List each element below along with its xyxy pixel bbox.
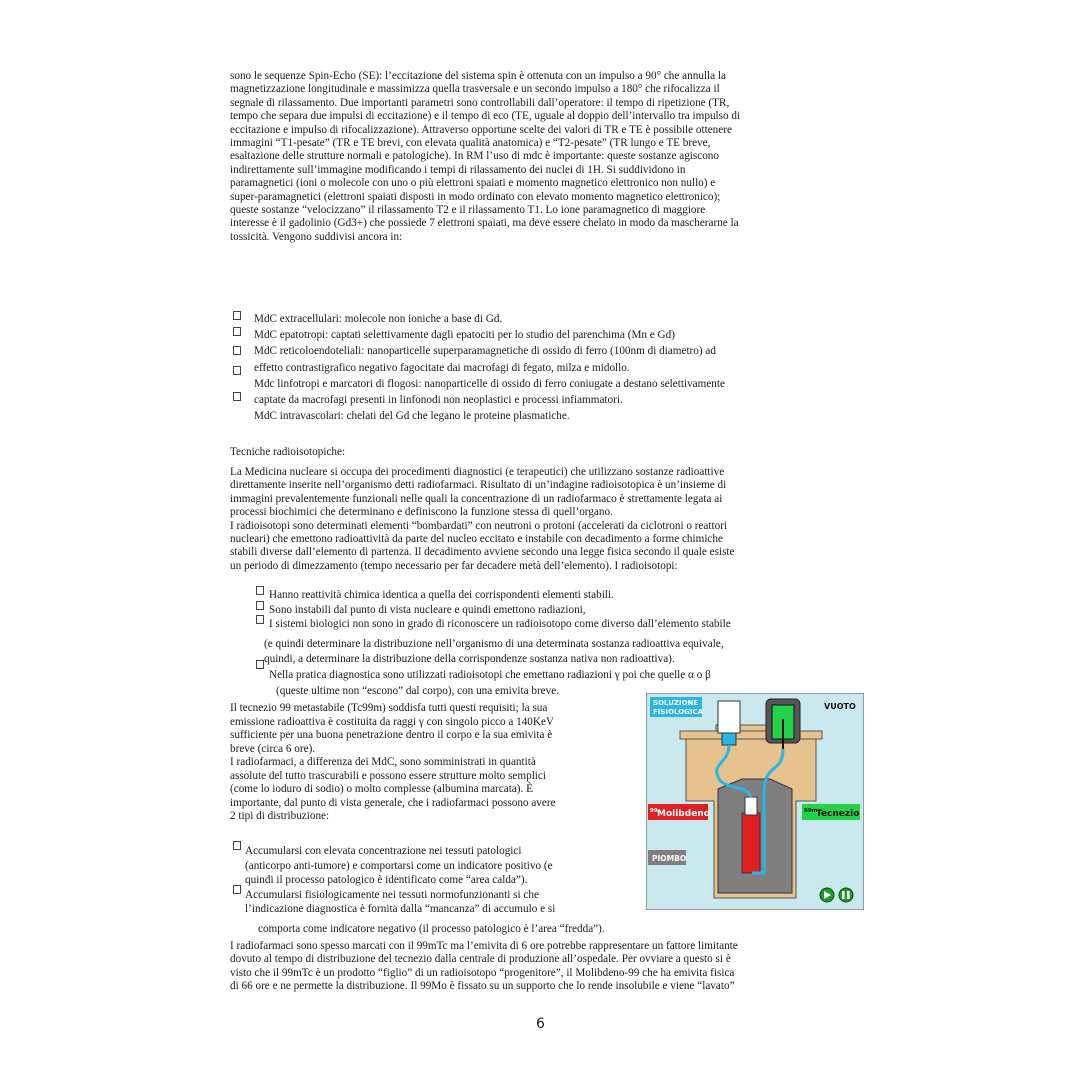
text-line: esaltazione delle strutture normali e patologiche). In RM l’uso di mdc è importante: queste sostanze agiscono (230, 150, 719, 163)
bullet-box-icon (233, 392, 241, 401)
text-line: tossicità. Vengono suddivisi ancora in: (230, 230, 403, 243)
bullet-box-icon (233, 346, 241, 355)
text-line: assolute del tutto trascurabili e possono essere strutture molto semplici (230, 769, 546, 782)
bullet-box-icon (233, 885, 241, 894)
text-line: stabili diverse dall’elemento di partenza. Il decadimento avviene secondo una legge fisica secondo il quale esiste (230, 546, 735, 559)
label-piombo: PIOMBO (652, 854, 687, 863)
list-item: effetto contrastigrafico negativo fagocitate dai macrofagi di fegato, milza e midollo. (254, 361, 630, 374)
bullet-box-icon (233, 311, 241, 320)
text-line: (come lo ioduro di sodio) o molto complesse (albumina marcata). È (230, 783, 533, 795)
text-line: l’indicazione diagnostica è fornita dalla “mancanza” di accumulo e si (245, 903, 556, 916)
text-line: processi biochimici che determinano e definiscono la funzione stessa di quell’organo. (230, 506, 613, 519)
text-line: visto che il 99mTc è un prodotto “figlio” di un radioisotopo “progenitore”, il Molibdeno-99 che ha emivita fisica (230, 966, 735, 979)
pause-bar-icon (847, 891, 850, 899)
page-number: 6 (536, 1016, 545, 1032)
text-line: magnetizzazione longitudinale e massimizza quella trasversale e un secondo impulso a 180° che rifocalizza il (230, 83, 720, 96)
intro-paragraph (230, 70, 864, 244)
list-item: Sono instabili dal punto di vista nucleare e quindi emettono radiazioni, (269, 603, 586, 616)
text-line: eccitazione e impulso di rifocalizzazione). Attraverso opportune scelte dei valori di TR e TE è possibile ottenere (230, 123, 732, 136)
list-item: Accumularsi con elevata concentrazione nei tessuti patologici (245, 845, 522, 857)
list-item: MdC epatotropi: captati selettivamente dagli epatociti per lo studio del parenchima (Mn e Gd) (254, 329, 675, 342)
label-soluzione-1: SOLUZIONE (653, 699, 699, 707)
text-line: Il tecnezio 99 metastabile (Tc99m) soddisfa tutti questi requisiti; la sua (230, 702, 548, 714)
bullet-box-icon (256, 586, 264, 595)
isotope-list-item (269, 668, 869, 683)
bullet-box-icon (256, 660, 264, 669)
text-line: nucleari) che emettono radioattività da parte del nucleo eccitato e instabile con decadimento a forme chimiche (230, 533, 723, 546)
tecnezio-paragraph (230, 702, 640, 824)
bullet-box-icon (256, 601, 264, 610)
text-line: I radiofarmaci, a differenza dei MdC, sono somministrati in quantità (230, 756, 536, 768)
list-item: MdC intravascolari: chelati del Gd che legano le proteine plasmatiche. (254, 410, 570, 423)
label-mo-superscript: 99 (650, 808, 658, 814)
list-item: Hanno reattività chimica identica a quella dei corrispondenti elementi stabili. (269, 589, 614, 601)
mdc-list (254, 311, 874, 424)
text-line: dovuto al tempo di distribuzione del tecnezio dalla centrale di produzione all’ospedale. Per ovviare a questo si è (230, 953, 731, 966)
text-line: (queste ultime non “escono” dal corpo), con una emivita breve. (276, 685, 560, 697)
list-item: captate da macrofagi presenti in linfonodi non neoplastici e processi infiammatori. (254, 394, 623, 407)
technetium-generator-diagram (646, 693, 864, 910)
text-line: (e quindi determinare la distribuzione nell’organismo di una determinata sostanza radioattiva equivale, (264, 638, 724, 650)
bullet-box-icon (233, 841, 241, 850)
list-item: MdC reticoloendoteliali: nanoparticelle superparamagnetiche di ossido di ferro (100nm di diametro) ad (254, 345, 716, 358)
bullet-box-icon (256, 615, 264, 624)
text-line: paramagnetici (ioni o molecole con uno o più elettroni spaiati e momento magnetico elettronico non nullo) e (230, 177, 716, 190)
text-line: immagini prevalentemente funzionali nelle quali la concentrazione di un radiofarmaco è strettamente legata ai (230, 492, 723, 505)
distribution-list-continued (258, 923, 678, 936)
list-item: Mdc linfotropi e marcatori di flogosi: nanoparticelle di ossido di ferro coniugate a destano selettivamente (254, 377, 725, 390)
text-line: interesse è il gadolinio (Gd3+) che possiede 7 elettroni spaiati, ma deve essere chelato in modo da mascherarne la (230, 217, 739, 230)
text-line: La Medicina nucleare si occupa dei procedimenti diagnostici (e terapeutici) che utilizzano sostanze radioattive (230, 466, 725, 478)
text-line: direttamente inserite nell’organismo detti radiofarmaci. Risultato di un’indagine radioisotopica è un’insieme di (230, 479, 727, 492)
nuclear-medicine-paragraph (230, 466, 850, 573)
section-title: Tecniche radioisotopiche: (230, 446, 346, 458)
text-line: sufficiente per una buona penetrazione dentro il corpo e la sua emivita è (230, 729, 553, 741)
text-line: comporta come indicatore negativo (il processo patologico è l’area “fredda”). (258, 923, 605, 935)
text-line: importante, dal punto di vista generale, che i radiofarmaci possono avere (230, 796, 556, 809)
text-line: breve (circa 6 ore). (230, 742, 316, 755)
list-item: I sistemi biologici non sono in grado di riconoscere un radioisotopo come diverso dall’elemento stabile (269, 618, 731, 631)
final-paragraph (230, 940, 862, 994)
text-line: segnale di rilassamento. Due importanti parametri sono controllabili dall’operatore: il tempo di ripetizione (TR, (230, 96, 730, 109)
text-line: sono le sequenze Spin-Echo (SE): l’eccitazione del sistema spin è ottenuta con un impulso a 90° che annulla la (230, 70, 726, 82)
text-line: quindi il processo patologico è identificato come “area calda”). (245, 874, 528, 887)
text-line: indirettamente sull’immagine modificando i tempi di rilassamento dei nuclei di 1H. Si suddividono in (230, 163, 686, 176)
text-line: I radiofarmaci sono spesso marcati con il 99mTc ma l’emivita di 6 ore potrebbe rappresentare un fattore limitante (230, 940, 738, 952)
list-item: MdC extracellulari: molecole non ioniche a base di Gd. (254, 313, 503, 325)
label-vuoto: VUOTO (824, 702, 856, 711)
pause-bar-icon (842, 891, 845, 899)
pause-icon[interactable] (839, 888, 853, 902)
text-line: immagini “T1-pesate” (TR e TE brevi, con elevata qualità anatomica) e “T2-pesate” (TR lungo e TE breve, (230, 137, 711, 150)
isotope-list-continued (276, 685, 656, 698)
text-line: super-paramagnetici (elettroni spaiati disposti in modo ordinato con elevato momento magnetico elettronico); (230, 190, 721, 203)
label-tc-superscript: 99m (804, 808, 818, 814)
distribution-list (245, 844, 655, 917)
label-soluzione-2: FISIOLOGICA (653, 708, 704, 716)
list-item: Accumularsi fisiologicamente nei tessuti normofunzionanti si che (245, 888, 539, 901)
text-line: (anticorpo anti-tumore) e comportarsi come un indicatore positivo (e (245, 859, 553, 872)
text-line: un periodo di dimezzamento (tempo necessario per far decadere metà dell’elemento). I radioisotopi: (230, 559, 678, 572)
text-line: emissione radioattiva è costituita da raggi γ con singolo picco a 140KeV (230, 715, 555, 728)
text-line: di 66 ore e ne permette la distribuzione. Il 99Mo è fissato su un supporto che lo rende insolubile e viene “lavato” (230, 980, 735, 993)
label-tecnezio: Tecnezio (816, 809, 860, 819)
bullet-box-icon (233, 327, 241, 336)
list-item: Nella pratica diagnostica sono utilizzati radioisotopi che emettano radiazioni γ poi che quelle α o β (269, 669, 711, 681)
text-line: tempo che separa due impulsi di eccitazione) e il tempo di eco (TE, uguale al doppio dell’intervallo tra impulso di (230, 110, 741, 123)
text-line: I radioisotopi sono determinati elementi “bombardati” con neutroni o protoni (accelerati da ciclotroni o reattori (230, 519, 728, 532)
bullet-box-icon (233, 366, 241, 375)
text-line: quindi, a determinare la distribuzione della corrispondenze sostanza nativa non radioattiva). (264, 652, 675, 665)
label-molibdeno: Molibdeno (657, 809, 710, 819)
text-line: queste sostanze “velocizzano” il rilassamento T2 e il rilassamento T1. Lo ione paramagnetico di maggiore (230, 204, 706, 217)
isotope-list-continued (264, 637, 864, 666)
text-line: 2 tipi di distribuzione: (230, 810, 330, 822)
isotope-list (269, 588, 869, 632)
